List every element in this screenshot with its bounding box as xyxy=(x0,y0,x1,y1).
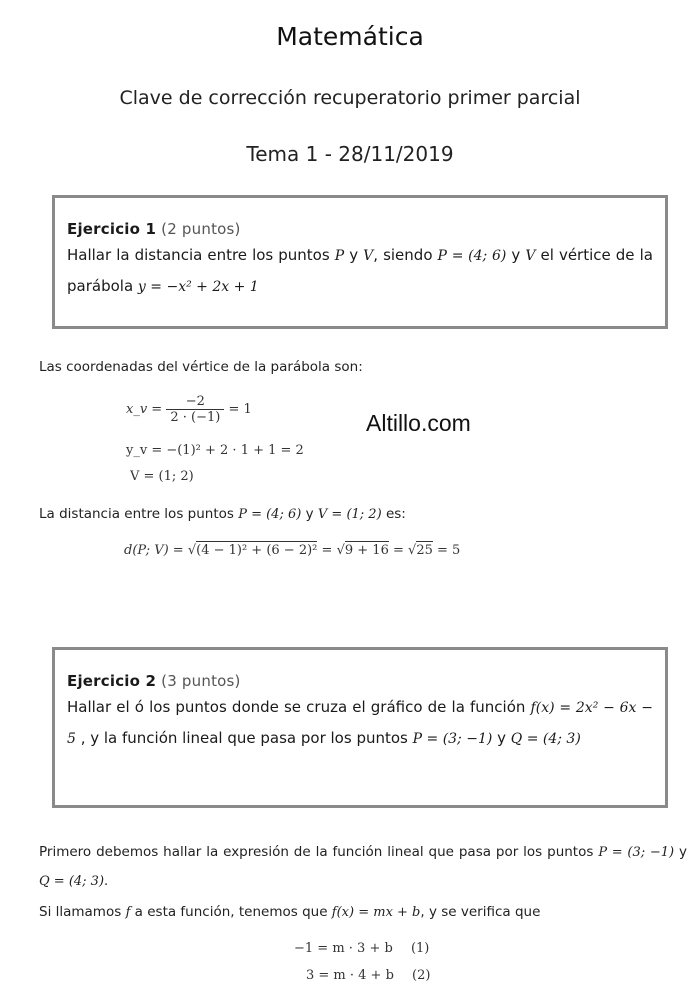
statement-text: , siendo xyxy=(373,246,433,264)
fraction-denominator: 2 · (−1) xyxy=(170,410,221,425)
math-p: P = (3; −1) xyxy=(412,731,493,747)
solution-1-intro: Las coordenadas del vértice de la parábola son: xyxy=(39,359,363,375)
solution-2-paragraph-2 xyxy=(39,904,687,920)
text: , y se verifica que xyxy=(420,904,541,920)
equation-text: 3 = m · 4 + b xyxy=(306,968,394,983)
equation-text: −1 = m · 3 + b xyxy=(294,941,393,956)
exercise-2-label: Ejercicio 2 xyxy=(67,672,157,690)
text: y xyxy=(679,844,688,860)
text: puntos xyxy=(547,844,594,860)
math-v: V = (1; 2) xyxy=(317,507,382,522)
page-title: Matemática xyxy=(276,22,424,51)
math-f: f xyxy=(125,905,131,920)
equation-1 xyxy=(294,941,429,956)
statement-text: el xyxy=(540,246,554,264)
text: es: xyxy=(385,506,406,522)
sqrt-symbol: √ xyxy=(336,543,345,558)
exercise-1-points: (2 puntos) xyxy=(161,220,241,238)
math-eq: = xyxy=(393,543,404,558)
watermark: Altillo.com xyxy=(366,410,471,436)
sqrt-radicand: 9 + 16 xyxy=(344,543,389,558)
exercise-2-points: (3 puntos) xyxy=(161,672,241,690)
math-p: P xyxy=(334,248,345,264)
math-q: Q = (4; 3). xyxy=(39,874,109,889)
page-subtitle: Clave de corrección recuperatorio primer parcial xyxy=(119,87,581,109)
math-parabola: y = −x² + 2x + 1 xyxy=(137,279,259,295)
text: Si llamamos xyxy=(39,904,122,920)
sqrt-radicand: (4 − 1)² + (6 − 2)² xyxy=(196,543,318,558)
statement-text: y xyxy=(349,246,359,264)
exam-topic-date: Tema 1 - 28/11/2019 xyxy=(246,142,454,166)
fraction xyxy=(166,394,224,425)
equation-number: (2) xyxy=(412,968,431,983)
statement-text: Hallar el ó los puntos donde se cruza el gráfico de la función xyxy=(67,698,526,716)
solution-2-paragraph-1 xyxy=(39,838,687,896)
fraction-numerator: −2 xyxy=(166,394,224,410)
statement-text: y xyxy=(511,246,521,264)
statement-text: y xyxy=(497,729,506,747)
statement-text: , y la función lineal que pasa por los puntos xyxy=(80,729,408,747)
exercise-1-heading xyxy=(67,220,653,238)
math-p: P = (4; 6) xyxy=(238,507,302,522)
math-function: f(x) = 2x² − 6x − 5 xyxy=(67,700,653,747)
math-linear: f(x) = mx + b xyxy=(331,905,421,920)
math-v: V xyxy=(525,248,536,264)
sqrt-symbol: √ xyxy=(408,543,417,558)
math-d: d(P; V) = xyxy=(124,543,184,558)
sqrt-symbol: √ xyxy=(187,543,197,558)
statement-text: vértice de la parábola xyxy=(67,246,653,295)
exercise-1-label: Ejercicio 1 xyxy=(67,220,157,238)
math-p-definition: P = (4; 6) xyxy=(437,248,507,264)
math-p: P = (3; −1) xyxy=(598,845,675,860)
distance-equation xyxy=(124,543,460,558)
text: La distancia entre los puntos xyxy=(39,506,234,522)
exercise-1-statement xyxy=(67,240,653,302)
sqrt-radicand: 25 xyxy=(416,543,433,558)
text: Primero debemos hallar la expresión de la función lineal que pasa por los xyxy=(39,844,543,860)
text: a esta función, tenemos que xyxy=(134,904,328,920)
exercise-1-box xyxy=(52,195,668,329)
math-eq: = xyxy=(321,543,333,558)
exercise-2-heading xyxy=(67,672,653,690)
math-result: = 5 xyxy=(437,543,461,558)
statement-text: Hallar la distancia entre los puntos xyxy=(67,246,330,264)
math-q: Q = (4; 3) xyxy=(510,731,581,747)
text: y xyxy=(305,506,314,522)
math-result: = 1 xyxy=(228,402,252,417)
vertex-x-equation xyxy=(126,394,252,425)
vertex-point: V = (1; 2) xyxy=(130,469,194,484)
equation-number: (1) xyxy=(410,941,430,956)
vertex-y-equation: y_v = −(1)² + 2 · 1 + 1 = 2 xyxy=(126,443,304,458)
exercise-2-box xyxy=(52,647,668,808)
math-xv: x_v = xyxy=(126,402,163,417)
equation-2 xyxy=(306,968,430,983)
math-v: V xyxy=(363,248,374,264)
exercise-2-statement xyxy=(67,692,653,754)
distance-intro xyxy=(39,506,687,522)
